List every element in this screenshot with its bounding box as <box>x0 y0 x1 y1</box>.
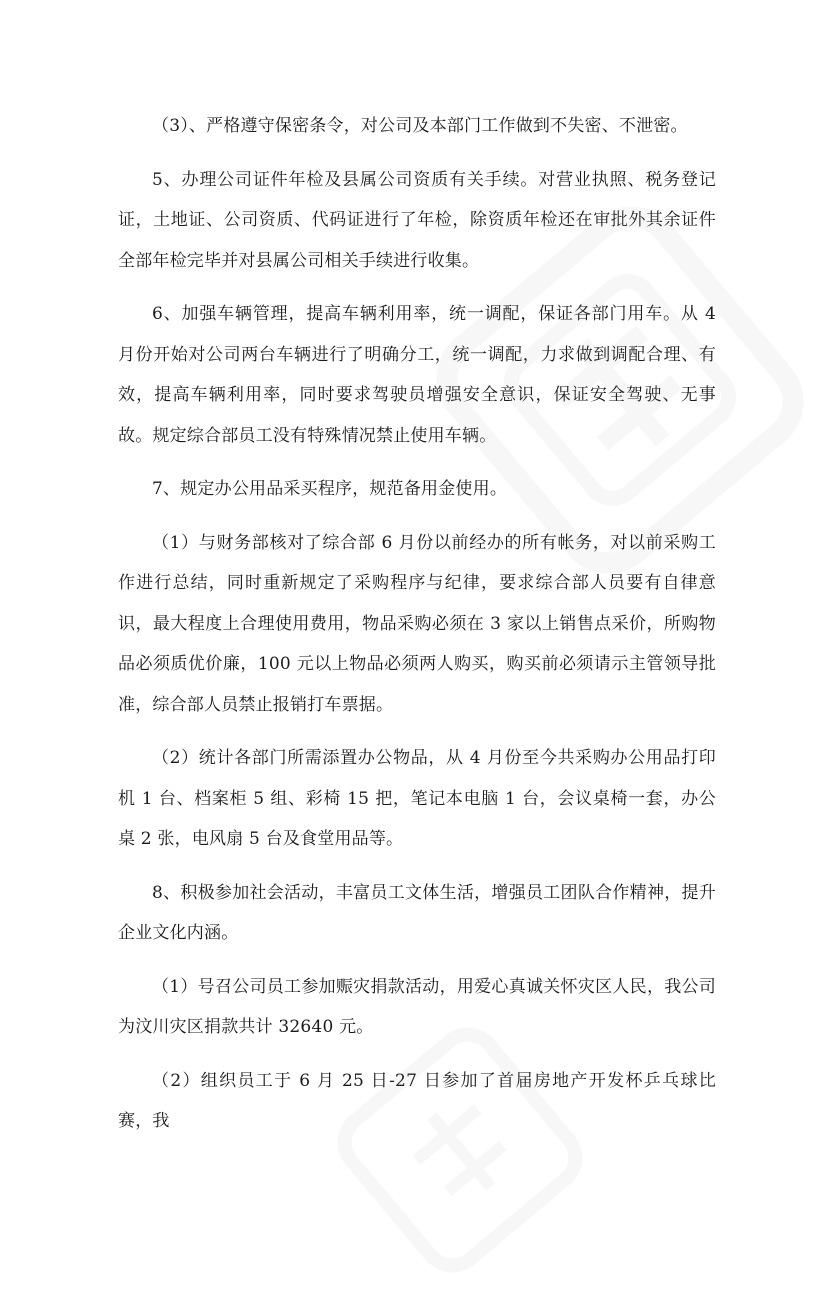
paragraph-office-supplies-heading: 7、规定办公用品采买程序，规范备用金使用。 <box>152 479 508 499</box>
paragraph-disaster-donation: （1）号召公司员工参加赈灾捐款活动，用爱心真诚关怀灾区人民，我公司为汶川灾区捐款共计 32640 元。 <box>118 976 716 1037</box>
paragraph-procurement-review: （1）与财务部核对了综合部 6 月份以前经办的所有帐务，对以前采购工作进行总结，同时重新规定了采购程序与纪律，要求综合部人员要有自律意识，最大程度上合理使用费用，物品采购必须在 3 家以上销售点采价，所购物品必须质优价廉，100 元以上物品必须两人购买，购买前必须请示主管领导批准，综合部人员禁止报销打车票据。 <box>118 532 716 715</box>
paragraph-social-activities: 8、积极参加社会活动，丰富员工文体生活，增强员工团队合作精神，提升企业文化内涵。 <box>118 882 716 943</box>
paragraph-vehicle-management: 6、加强车辆管理，提高车辆利用率，统一调配，保证各部门用车。从 4 月份开始对公司两台车辆进行了明确分工，统一调配，力求做到调配合理、有效，提高车辆利用率，同时要求驾驶员增强安全意识，保证安全驾驶、无事故。规定综合部员工没有特殊情况禁止使用车辆。 <box>118 304 716 446</box>
paragraph-purchase-statistics: （2）统计各部门所需添置办公物品，从 4 月份至今共采购办公用品打印机 1 台、档案柜 5 组、彩椅 15 把，笔记本电脑 1 台，会议桌椅一套，办公桌 2 张，电风扇 5 台及食堂用品等。 <box>118 748 716 849</box>
paragraph-certificate-inspection: 5、办理公司证件年检及县属公司资质有关手续。对营业执照、税务登记证，土地证、公司资质、代码证进行了年检，除资质年检还在审批外其余证件全部年检完毕并对县属公司相关手续进行收集。 <box>118 169 716 271</box>
paragraph-table-tennis: （2）组织员工于 6 月 25 日-27 日参加了首届房地产开发杯乒乓球比赛，我 <box>118 1070 716 1131</box>
paragraph-confidentiality: （3）、严格遵守保密条令，对公司及本部门工作做到不失密、不泄密。 <box>152 116 688 136</box>
